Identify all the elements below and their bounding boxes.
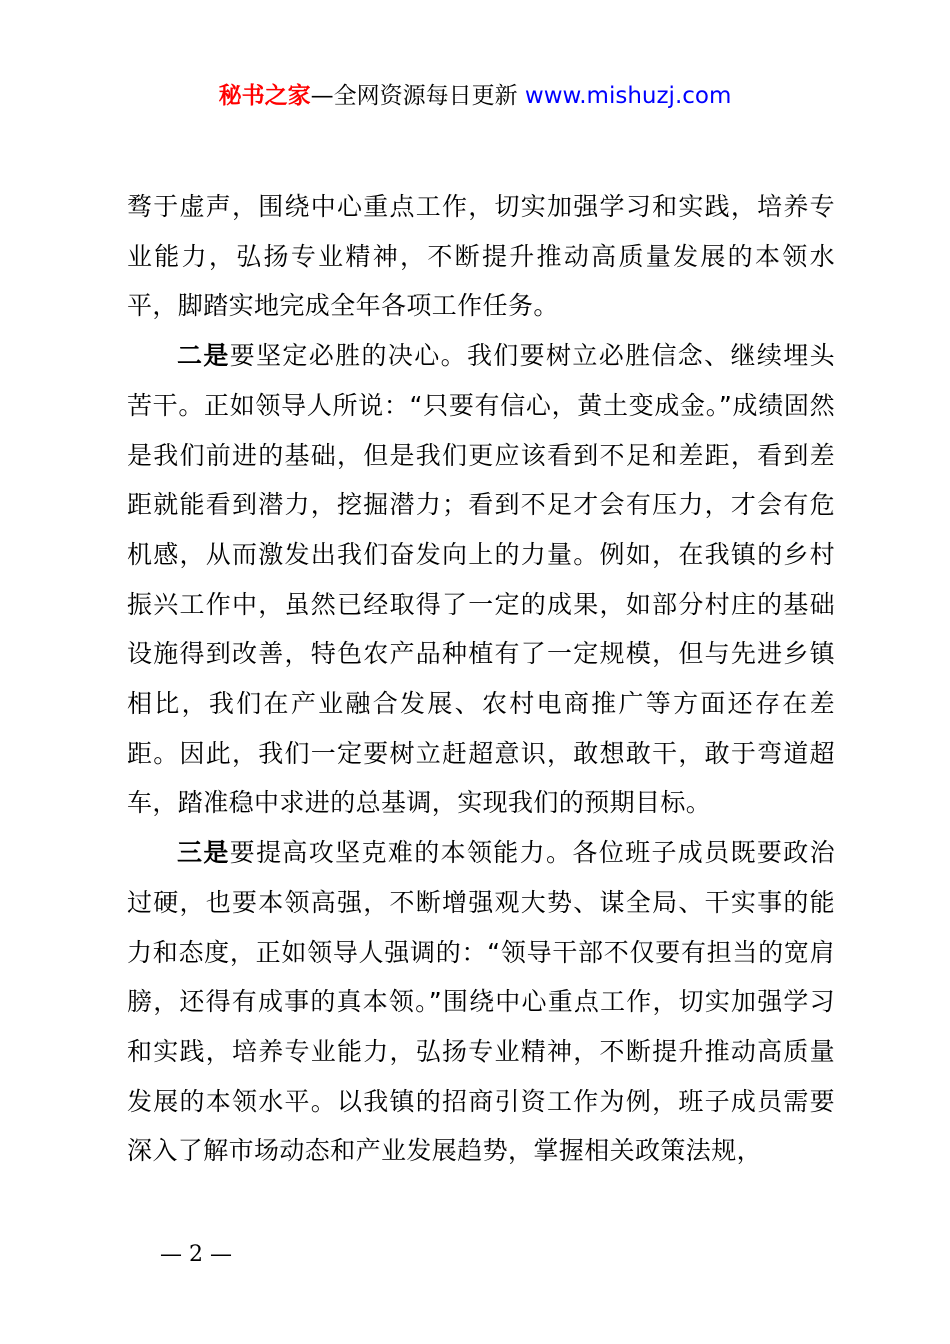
paragraph-text: 骛于虚声，围绕中心重点工作，切实加强学习和实践，培养专业能力，弘扬专业精神，不断提升推动高质量发展的本领水平，脚踏实地完成全年各项工作任务。 — [127, 192, 835, 321]
paragraph-point-two — [127, 331, 835, 828]
paragraph-text: 要坚定必胜的决心。我们要树立必胜信念、继续埋头苦干。正如领导人所说：“只要有信心，黄土变成金。”成绩固然是我们前进的基础，但是我们更应该看到不足和差距，看到差距就能看到潜力，挖掘潜力；看到不足才会有压力，才会有危机感，从而激发出我们奋发向上的力量。例如，在我镇的乡村振兴工作中，虽然已经取得了一定的成果，如部分村庄的基础设施得到改善，特色农产品种植有了一定规模，但与先进乡镇相比，我们在产业融合发展、农村电商推广等方面还存在差距。因此，我们一定要树立赶超意识，敢想敢干，敢于弯道超车，踏准稳中求进的总基调，实现我们的预期目标。 — [127, 341, 835, 818]
paragraph-continuation — [127, 182, 835, 331]
header-tagline: —全网资源每日更新 — [310, 83, 525, 109]
brand-name: 秘书之家 — [218, 83, 311, 109]
paragraph-text: 要提高攻坚克难的本领能力。各位班子成员既要政治过硬，也要本领高强，不断增强观大势、谋全局、干实事的能力和态度，正如领导人强调的：“领导干部不仅要有担当的宽肩膀，还得有成事的真本领。”围绕中心重点工作，切实加强学习和实践，培养专业能力，弘扬专业精神，不断提升推动高质量发展的本领水平。以我镇的招商引资工作为例，班子成员需要深入了解市场动态和产业发展趋势，掌握相关政策法规， — [127, 838, 835, 1166]
document-body — [127, 182, 835, 1176]
paragraph-point-three — [127, 828, 835, 1176]
paragraph-lead: 三是 — [177, 838, 230, 868]
site-url-link[interactable]: www.mishuzj.com — [524, 83, 732, 109]
paragraph-lead: 二是 — [177, 341, 230, 371]
page-number: — 2 — — [160, 1242, 232, 1267]
page-header — [0, 79, 950, 113]
